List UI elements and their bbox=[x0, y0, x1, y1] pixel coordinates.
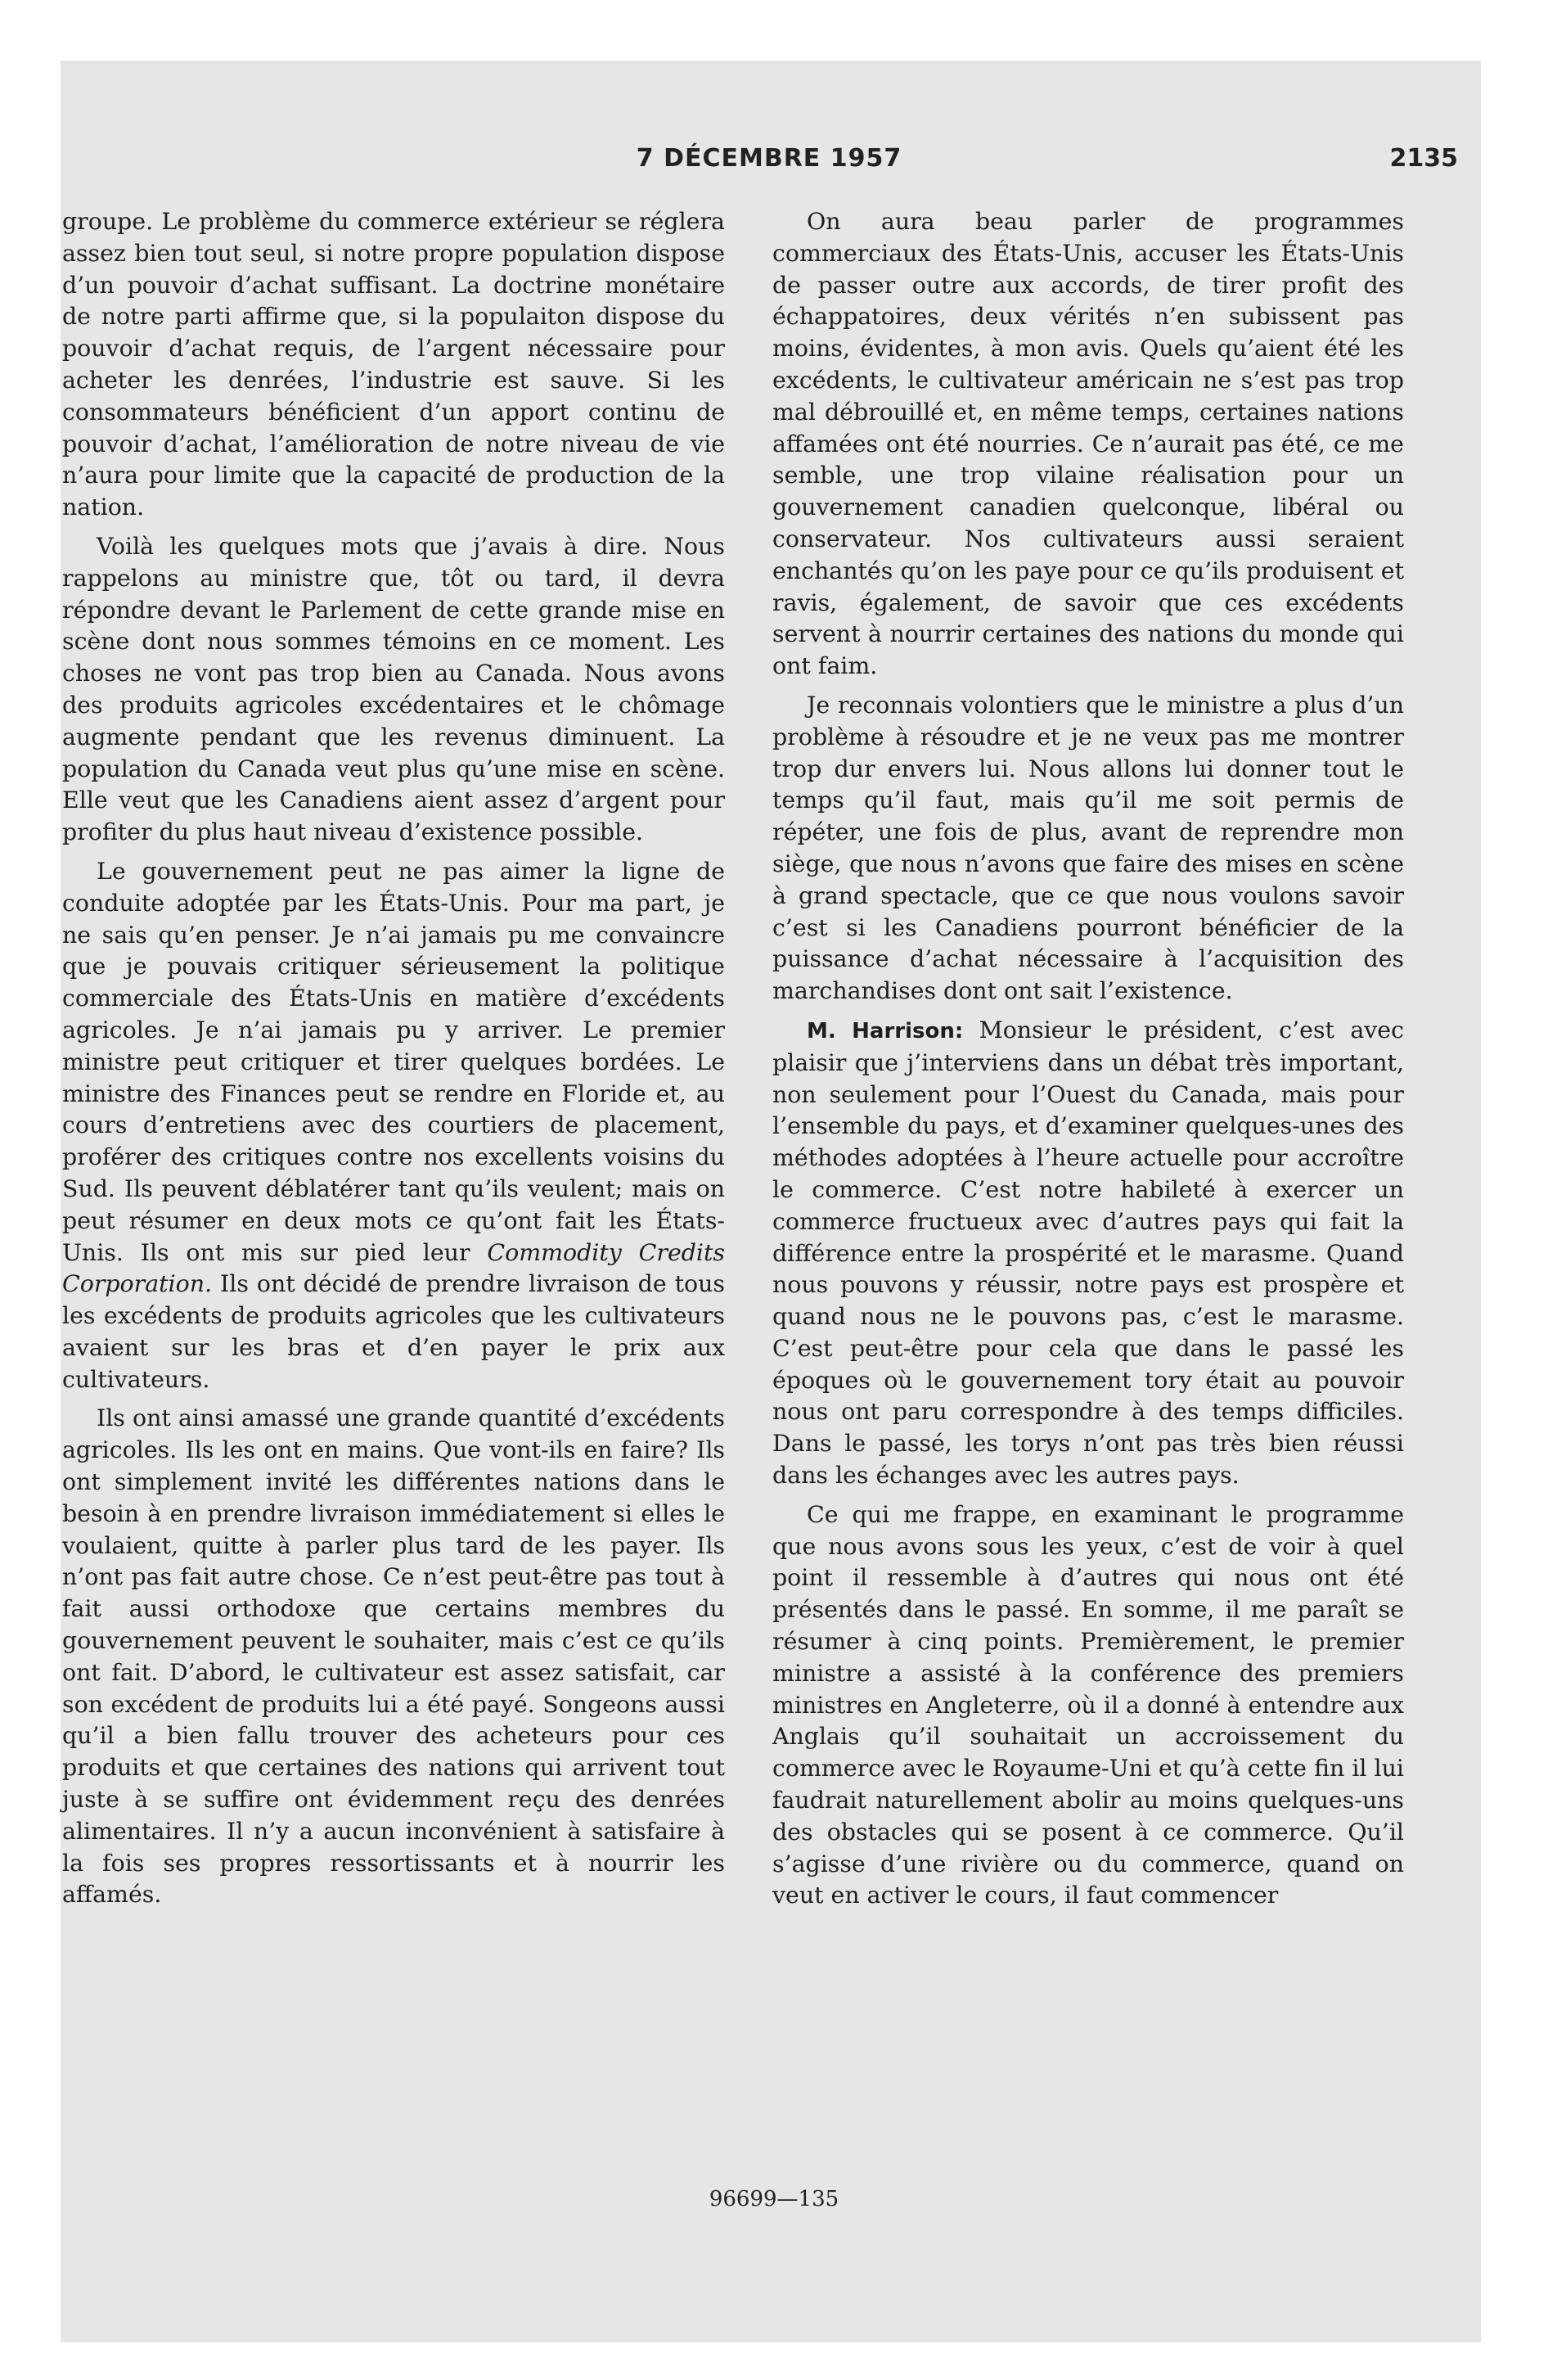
paragraph: groupe. Le problème du commerce extérieur se réglera assez bien tout seul, si notre propre population dispose d’un pouvoir d’achat suffisant. La doctrine monétaire de notre parti affirme que, si la populaiton dispose du pouvoir d’achat requis, de l’argent nécessaire pour acheter les denrées, l’industrie est sauve. Si les consommateurs bénéficient d’un apport continu de pouvoir d’achat, l’amélioration de notre niveau de vie n’aura pour limite que la capacité de production de la nation. bbox=[62, 208, 725, 521]
paragraph-text: Ils ont décidé de prendre livraison de tous les excédents de produits agricoles que les cultivateurs avaient sur les bras et d’en payer le prix aux cultivateurs. bbox=[62, 1270, 725, 1393]
running-header-date: 7 DÉCEMBRE 1957 bbox=[636, 144, 902, 173]
page-number: 2135 bbox=[1389, 144, 1458, 173]
paragraph: Ils ont ainsi amassé une grande quantité d’excédents agricoles. Ils les ont en mains. Que vont-ils en faire? Ils ont simplement invité les différentes nations dans le besoin à en prendre livraison immédiatement si elles le voulaient, quitte à parler plus tard de les payer. Ils n’ont pas fait autre chose. Ce n’est peut-être pas tout à fait aussi orthodoxe que certains membres du gouvernement peuvent le souhaiter, mais c’est ce qu’ils ont fait. D’abord, le cultivateur est assez satisfait, car son excédent de produits lui a été payé. Songeons aussi qu’il a bien fallu trouver des acheteurs pour ces produits et que certaines des nations qui arrivent tout juste à se suffire ont évidemment reçu des denrées alimentaires. Il n’y a aucun inconvénient à satisfaire à la fois ses propres ressortissants et à nourrir les affamés. bbox=[62, 1404, 725, 1909]
right-column bbox=[772, 206, 1404, 1919]
italic-title: Commodity Credits Corporation. bbox=[62, 1238, 725, 1298]
paragraph: Voilà les quelques mots que j’avais à dire. Nous rappelons au ministre que, tôt ou tard, il devra répondre devant le Parlement de cette grande mise en scène dont nous sommes témoins en ce moment. Les choses ne vont pas trop bien au Canada. Nous avons des produits agricoles excédentaires et le chômage augmente pendant que les revenus diminuent. La population du Canada veut plus qu’une mise en scène. Elle veut que les Canadiens aient assez d’argent pour profiter du plus haut niveau d’existence possible. bbox=[62, 532, 725, 846]
paragraph bbox=[772, 1015, 1404, 1492]
footer-print-code: 96699—135 bbox=[709, 2187, 839, 2211]
paragraph-text: Monsieur le président, c’est avec plaisir que j’interviens dans un débat très important, non seulement pour l’Ouest du Canada, mais pour l’ensemble du pays, et d’examiner quelques-unes des méthodes adoptées à l’heure actuelle pour accroître le commerce. C’est notre habileté à exercer un commerce fructueux avec d’autres pays qui fait la différence entre la prospérité et le marasme. Quand nous pouvons y réussir, notre pays est prospère et quand nous ne le pouvons pas, c’est le marasme. C’est peut-être pour cela que dans le passé les époques où le gouvernement tory était au pouvoir nous ont paru correspondre à des temps difficiles. Dans le passé, les torys n’ont pas très bien réussi dans les échanges avec les autres pays. bbox=[772, 1016, 1404, 1490]
paragraph: On aura beau parler de programmes commerciaux des États-Unis, accuser les États-Unis de passer outre aux accords, de tirer profit des échappatoires, deux vérités n’en subissent pas moins, évidentes, à mon avis. Quels qu’aient été les excédents, le cultivateur américain ne s’est pas trop mal débrouillé et, en même temps, certaines nations affamées ont été nourries. Ce n’aurait pas été, ce me semble, une trop vilaine réalisation pour un gouvernement canadien quelconque, libéral ou conservateur. Nos cultivateurs aussi seraient enchantés qu’on les paye pour ce qu’ils produisent et ravis, également, de savoir que ces excédents servent à nourrir certaines des nations du monde qui ont faim. bbox=[772, 208, 1404, 680]
speaker-name: M. Harrison: bbox=[807, 1018, 964, 1044]
paragraph: Ce qui me frappe, en examinant le programme que nous avons sous les yeux, c’est de voir à quel point il ressemble à d’autres qui nous ont été présentés dans le passé. En somme, il me paraît se résumer à cinq points. Premièrement, le premier ministre a assisté à la conférence des premiers ministres en Angleterre, où il a donné à entendre aux Anglais qu’il souhaitait un accroissement du commerce avec le Royaume-Uni et qu’à cette fin il lui faudrait naturellement abolir au moins quelques-uns des obstacles qui se posent à ce commerce. Qu’il s’agisse d’une rivière ou du commerce, quand on veut en activer le cours, il faut commencer bbox=[772, 1500, 1404, 1909]
paragraph-text: Le gouvernement peut ne pas aimer la ligne de conduite adoptée par les États-Unis. Pour ma part, je ne sais qu’en penser. Je n’ai jamais pu me convaincre que je pouvais critiquer sérieusement la politique commerciale des États-Unis en matière d’excédents agricoles. Je n’ai jamais pu y arriver. Le premier ministre peut critiquer et tirer quelques bordées. Le ministre des Finances peut se rendre en Floride et, au cours d’entretiens avec des courtiers de placement, proférer des critiques contre nos excellents voisins du Sud. Ils peuvent déblatérer tant qu’ils veulent; mais on peut résumer en deux mots ce qu’ont fait les États-Unis. Ils ont mis sur pied leur bbox=[62, 857, 725, 1266]
paragraph: Je reconnais volontiers que le ministre a plus d’un problème à résoudre et je ne veux pas me montrer trop dur envers lui. Nous allons lui donner tout le temps qu’il faut, mais qu’il me soit permis de répéter, une fois de plus, avant de reprendre mon siège, que nous n’avons que faire des mises en scène à grand spectacle, que ce que nous voulons savoir c’est si les Canadiens pourront bénéficier de la puissance d’achat nécessaire à l’acquisition des marchandises dont ont sait l’existence. bbox=[772, 691, 1404, 1005]
left-column bbox=[62, 206, 725, 1918]
paragraph bbox=[62, 856, 725, 1396]
